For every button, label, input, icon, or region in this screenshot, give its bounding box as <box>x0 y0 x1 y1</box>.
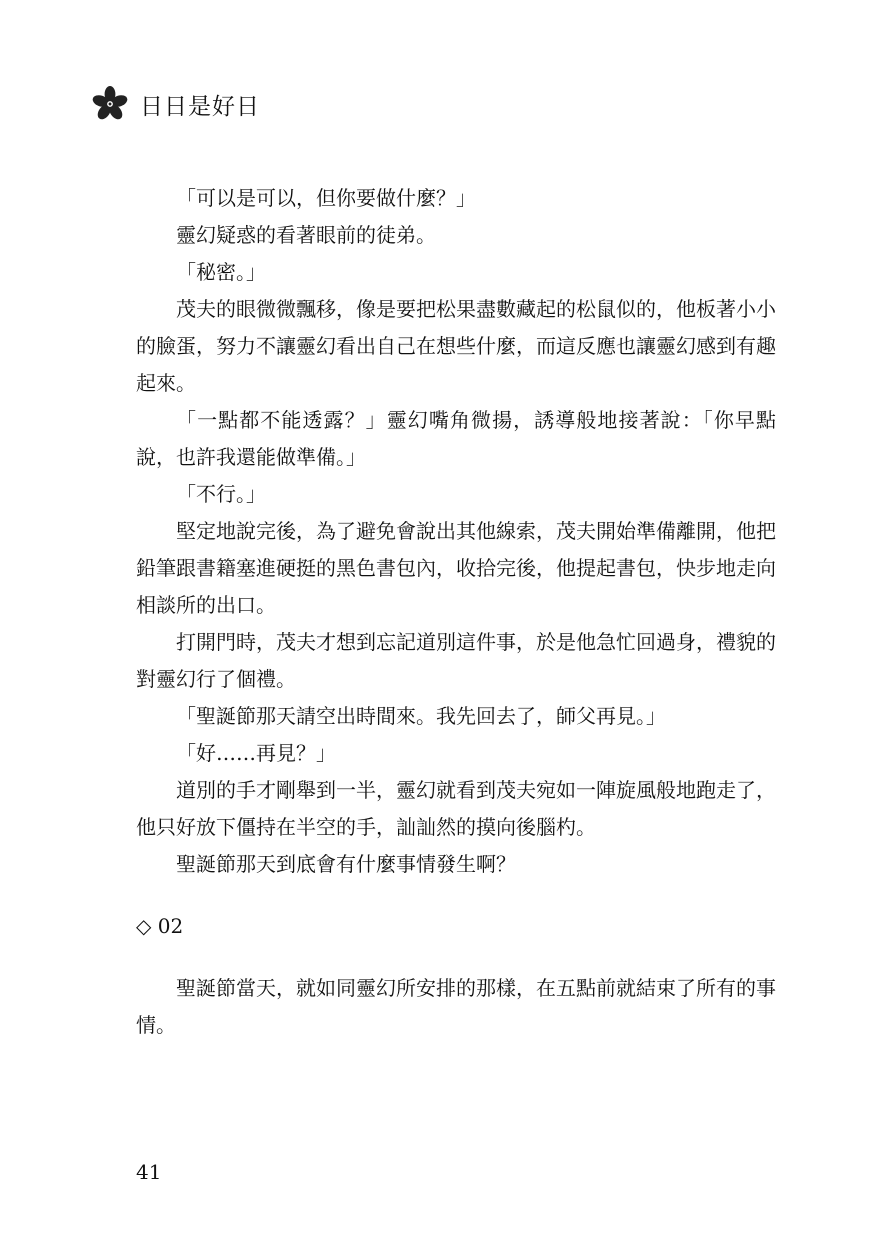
paragraph: 堅定地說完後，為了避免會說出其他線索，茂夫開始準備離開，他把鉛筆跟書籍塞進硬挺的黑色書包內，收拾完後，他提起書包，快步地走向相談所的出口。 <box>136 519 776 617</box>
body-text <box>136 180 776 1044</box>
section-heading: ◇ 02 <box>136 914 184 938</box>
paragraph: 「可以是可以，但你要做什麼？」 <box>176 186 476 210</box>
paragraph: 道別的手才剛舉到一半，靈幻就看到茂夫宛如一陣旋風般地跑走了，他只好放下僵持在半空的手，訕訕然的摸向後腦杓。 <box>136 778 776 839</box>
paragraph: 聖誕節當天，就如同靈幻所安排的那樣，在五點前就結束了所有的事情。 <box>136 976 776 1037</box>
flower-icon <box>92 86 128 122</box>
book-title: 日日是好日 <box>140 93 260 120</box>
paragraph: 「聖誕節那天請空出時間來。我先回去了，師父再見。」 <box>176 704 666 728</box>
page-number: 41 <box>136 1160 162 1184</box>
running-header <box>92 80 260 128</box>
paragraph: 「秘密。」 <box>176 260 266 284</box>
paragraph: 聖誕節那天到底會有什麼事情發生啊？ <box>176 852 516 876</box>
paragraph: 「一點都不能透露？」靈幻嘴角微揚，誘導般地接著說：「你早點說，也許我還能做準備。」 <box>136 408 776 469</box>
paragraph: 「好……再見？」 <box>176 741 336 765</box>
paragraph: 茂夫的眼微微飄移，像是要把松果盡數藏起的松鼠似的，他板著小小的臉蛋，努力不讓靈幻看出自己在想些什麼，而這反應也讓靈幻感到有趣起來。 <box>136 297 776 395</box>
paragraph: 打開門時，茂夫才想到忘記道別這件事，於是他急忙回過身，禮貌的對靈幻行了個禮。 <box>136 630 776 691</box>
paragraph: 「不行。」 <box>176 482 266 506</box>
paragraph: 靈幻疑惑的看著眼前的徒弟。 <box>176 223 436 247</box>
